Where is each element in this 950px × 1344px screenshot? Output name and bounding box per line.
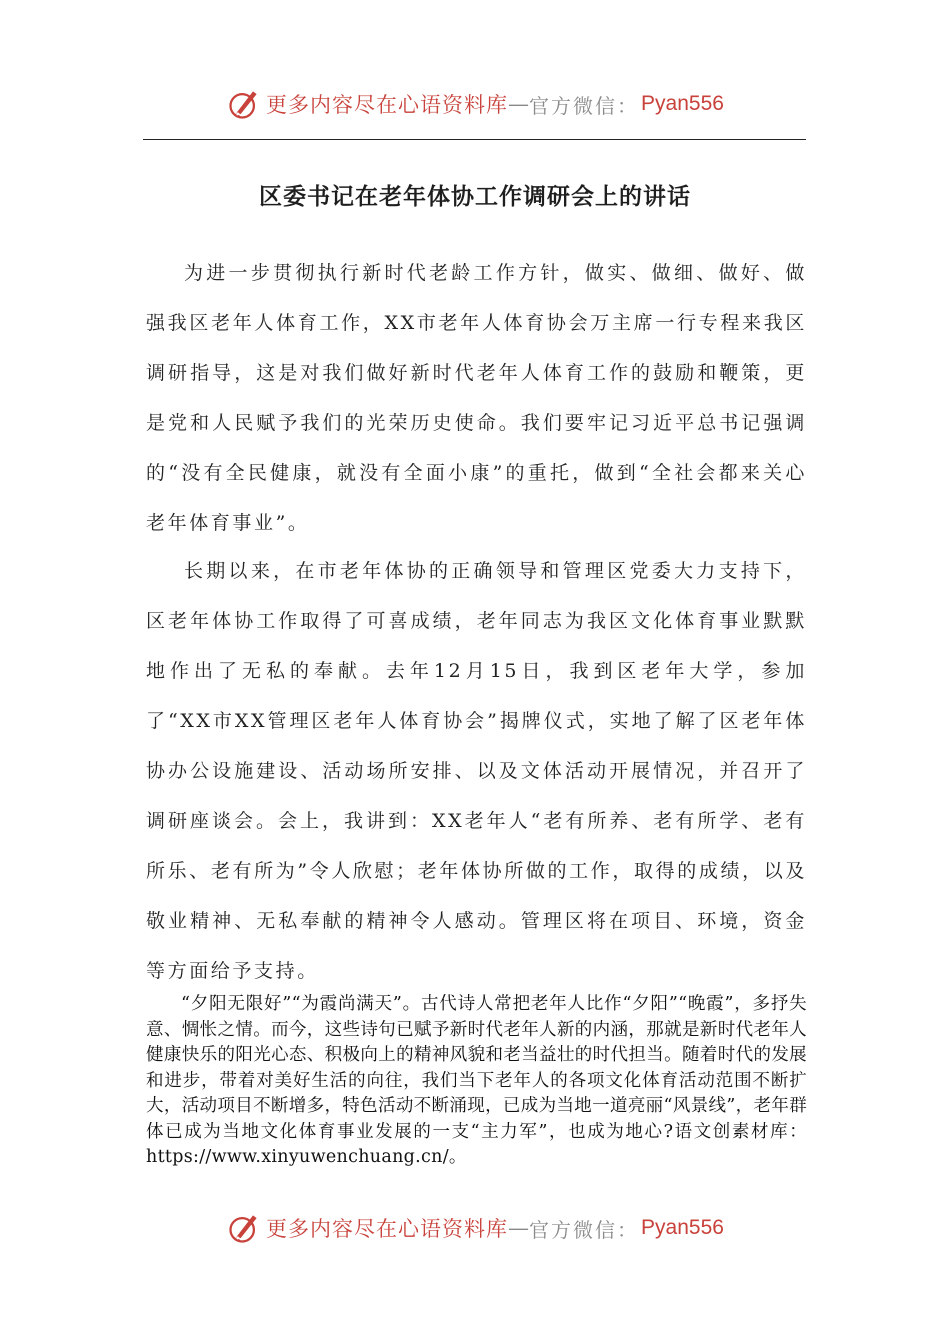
quill-pen-icon (226, 86, 262, 122)
banner-site-name: 更多内容尽在心语资料库 (266, 93, 509, 117)
banner-dash: — (508, 92, 530, 116)
document-title: 区委书记在老年体协工作调研会上的讲话 (259, 183, 691, 210)
paragraph-3: “夕阳无限好”“为霞尚满天”。古代诗人常把老年人比作“夕阳”“晚霞”，多抒失意、惆怅之情。而今，这些诗句已赋予新时代老年人新的内涵，那就是新时代老年人健康快乐的阳光心态、积极向上的精神风貌和老当益壮的时代担当。随着时代的发展和进步，带着对美好生活的向往，我们当下老年人的各项文化体育活动范围不断扩大，活动项目不断增多，特色活动不断涌现，已成为当地一道亮丽“风景线”，老年群体已成为当地文化体育事业发展的一支“主力军”，也成为地心?语文创素材库：https://www.xinyuwenchuang.cn/。 (146, 994, 807, 1167)
footer-banner (0, 1206, 950, 1250)
banner-wechat-label: 官方微信： (529, 1217, 640, 1242)
paragraph-2: 长期以来，在市老年体协的正确领导和管理区党委大力支持下，区老年体协工作取得了可喜成绩，老年同志为我区文化体育事业默默地作出了无私的奉献。去年12月15日，我到区老年大学，参加了“XX市XX管理区老年人体育协会”揭牌仪式，实地了解了区老年体协办公设施建设、活动场所安排、以及文体活动开展情况，并召开了调研座谈会。会上，我讲到：XX老年人“老有所养、老有所学、老有所乐、老有所为”令人欣慰；老年体协所做的工作，取得的成绩，以及敬业精神、无私奉献的精神令人感动。管理区将在项目、环境，资金等方面给予支持。 (146, 560, 807, 982)
banner-wechat-id: Pyan556 (641, 1216, 724, 1239)
paragraph-1-block (146, 248, 807, 548)
banner-wechat-label: 官方微信： (529, 93, 640, 118)
header-banner (0, 82, 950, 126)
banner-site-name: 更多内容尽在心语资料库 (266, 1217, 509, 1241)
header-divider (143, 139, 806, 140)
paragraph-1: 为进一步贯彻执行新时代老龄工作方针，做实、做细、做好、做强我区老年人体育工作，XX市老年人体育协会万主席一行专程来我区调研指导，这是对我们做好新时代老年人体育工作的鼓励和鞭策，更是党和人民赋予我们的光荣历史使命。我们要牢记习近平总书记强调的“没有全民健康，就没有全面小康”的重托，做到“全社会都来关心老年体育事业”。 (146, 262, 807, 534)
quill-pen-icon (226, 1210, 262, 1246)
banner-wechat-id: Pyan556 (641, 92, 724, 115)
paragraph-2-block (146, 546, 807, 996)
banner-dash: — (508, 1216, 530, 1240)
